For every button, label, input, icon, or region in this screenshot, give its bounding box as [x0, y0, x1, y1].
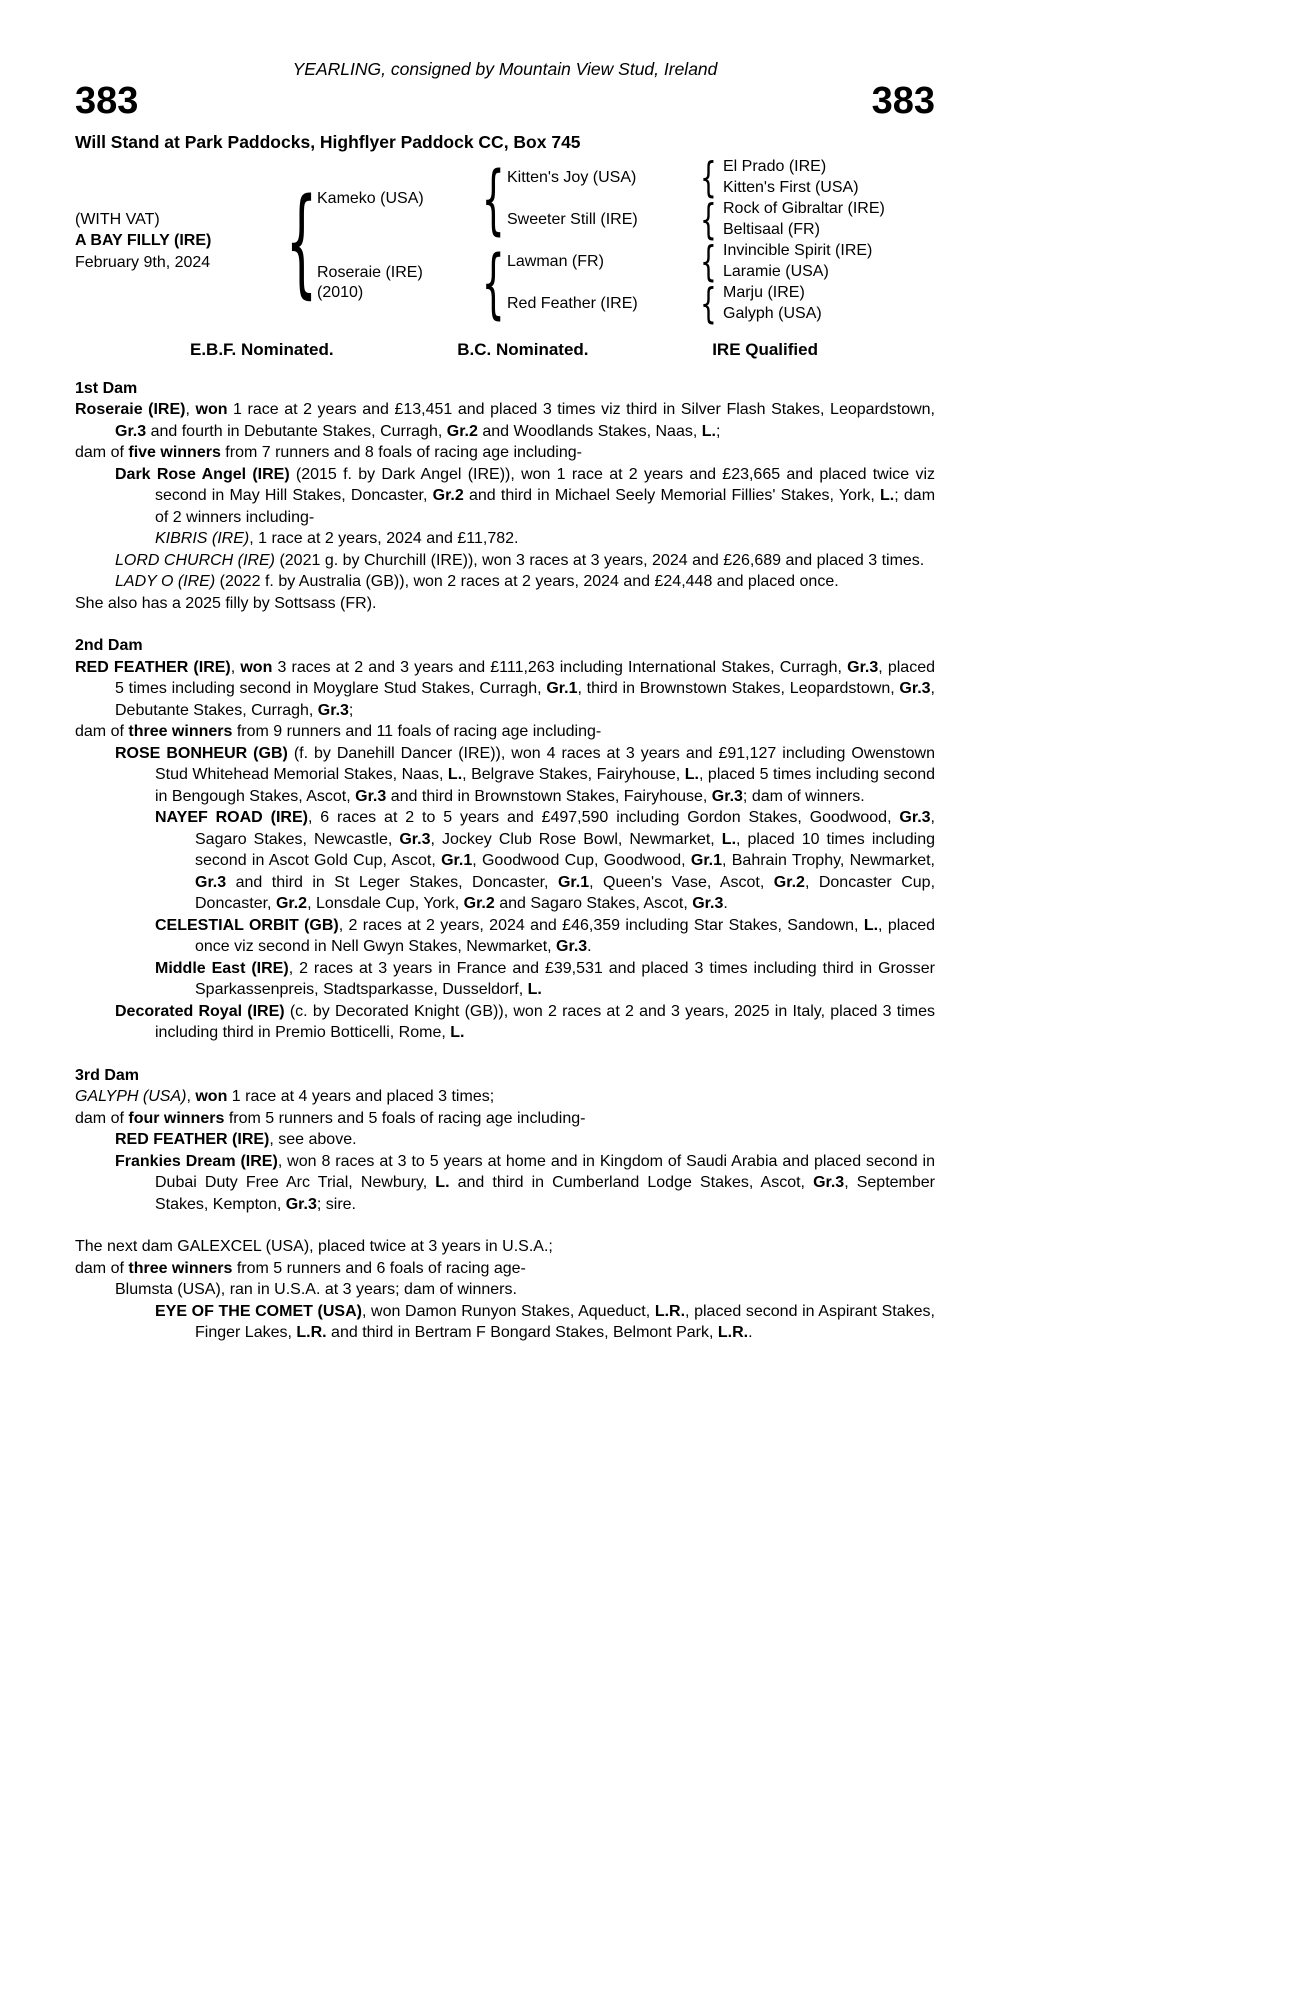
text-run: Gr.1 [557, 873, 590, 891]
text-run: Frankies Dream (IRE) [115, 1152, 278, 1170]
text-run: , third in Brownstown Stakes, Leopardstown, [577, 680, 900, 698]
text-run: , Belgrave Stakes, Fairyhouse, [462, 766, 685, 784]
catalogue-paragraph [75, 1086, 935, 1108]
text-run: She also has a 2025 filly by Sottsass (FR). [75, 594, 377, 612]
text-run: L. [684, 766, 699, 784]
horse-description: A BAY FILLY (IRE) [75, 232, 212, 250]
text-run: from 5 runners and 6 foals of racing age- [232, 1259, 526, 1277]
section-heading: 2nd Dam [75, 637, 143, 655]
text-run: Decorated Royal (IRE) [115, 1002, 285, 1020]
text-run: , Jockey Club Rose Bowl, Newmarket, [430, 830, 722, 848]
text-run: , [185, 401, 196, 419]
text-run: three winners [128, 1259, 233, 1277]
pedigree-section [75, 1236, 935, 1344]
text-run: , placed 10 times including second in Ascot Gold Cup, Ascot, [195, 830, 935, 870]
text-run: Gr.3 [692, 895, 724, 913]
text-run: (2021 g. by Churchill (IRE)), won 3 races at 3 years, 2024 and £26,689 and placed 3 times. [275, 551, 925, 569]
text-run: LADY O (IRE) [115, 573, 216, 591]
text-run: Gr.3 [899, 680, 931, 698]
text-run: and third in Cumberland Lodge Stakes, Ascot, [449, 1174, 814, 1192]
text-run: L. [701, 422, 716, 440]
text-run: . [587, 938, 592, 956]
catalogue-paragraph [75, 571, 935, 593]
text-run: , September Stakes, Kempton, [155, 1174, 935, 1213]
text-run: from 9 runners and 11 foals of racing age including- [232, 723, 602, 741]
brace-sire-grandsire-icon: { [699, 152, 717, 202]
catalogue-paragraph [75, 1301, 935, 1344]
text-run: 1 race at 2 years and £13,451 and placed 3 times viz third in Silver Flash Stakes, Leopardstown, [227, 401, 936, 419]
text-run: , Queen's Vase, Ascot, [589, 873, 774, 891]
text-run: Middle East (IRE) [155, 959, 289, 977]
text-run: L. [527, 981, 542, 999]
text-run: Dark Rose Angel (IRE) [115, 465, 290, 483]
text-run: Gr.3 [317, 701, 349, 719]
text-run: Gr.3 [847, 658, 879, 676]
text-run: . [723, 895, 728, 913]
dam-granddam-name: Red Feather (IRE) [507, 294, 638, 312]
text-run: , 2 races at 2 years, 2024 and £46,359 including Star Stakes, Sandown, [338, 916, 864, 934]
text-run: ; sire. [316, 1195, 356, 1213]
text-run: ; [715, 422, 721, 440]
great-grandparent-name: Laramie (USA) [723, 263, 829, 281]
great-grandparent-name: Galyph (USA) [723, 305, 822, 323]
text-run: ; dam of 2 winners including- [155, 487, 936, 526]
catalogue-page [0, 0, 940, 1344]
text-run: L.R. [717, 1324, 749, 1342]
dam-sections [75, 378, 935, 1344]
brace-sire-granddam-icon: { [699, 194, 717, 244]
text-run: , [230, 658, 241, 676]
text-run: Gr.1 [441, 852, 473, 870]
catalogue-paragraph [75, 807, 935, 915]
dam-name-block [317, 263, 479, 303]
text-run: Gr.2 [773, 873, 805, 891]
text-run: five winners [128, 444, 221, 462]
ire-qualified-label: IRE Qualified [712, 339, 818, 359]
text-run: and Woodlands Stakes, Naas, [477, 422, 702, 440]
catalogue-paragraph [75, 442, 935, 464]
great-grandparent-name: Rock of Gibraltar (IRE) [723, 200, 885, 218]
text-run: (f. by Danehill Dancer (IRE)), won 4 races at 3 years and £91,127 including Owenstown Stud Whitehead Memorial Stakes, Naas, [155, 744, 936, 784]
text-run: , placed 5 times including second in Bengough Stakes, Ascot, [155, 766, 936, 805]
pedigree-section [75, 1065, 935, 1216]
text-run: Gr.3 [285, 1195, 317, 1213]
text-run: (2015 f. by Dark Angel (IRE)), won 1 race at 2 years and £23,665 and placed twice viz second in May Hill Stakes, Doncaster, [155, 465, 936, 505]
foal-date: February 9th, 2024 [75, 253, 211, 271]
text-run: Gr.2 [432, 487, 464, 505]
text-run: EYE OF THE COMET (USA) [155, 1302, 362, 1320]
text-run: L. [880, 487, 895, 505]
catalogue-paragraph [75, 1279, 935, 1301]
text-run: and third in Michael Seely Memorial Fillies' Stakes, York, [463, 487, 881, 505]
great-grandparent-name: Kitten's First (USA) [723, 179, 859, 197]
catalogue-paragraph [75, 1108, 935, 1130]
great-grandparent-name: Beltisaal (FR) [723, 221, 820, 239]
text-run: Gr.3 [813, 1174, 845, 1192]
text-run: and Sagaro Stakes, Ascot, [494, 895, 693, 913]
text-run: , 2 races at 3 years in France and £39,531 and placed 3 times including third in Grosser Sparkassenpreis, Stadtsparkasse, Dusseldorf, [195, 959, 935, 999]
great-grandparent-name: El Prado (IRE) [723, 158, 827, 176]
text-run: L. [721, 830, 737, 848]
text-run: and third in St Leger Stakes, Doncaster, [226, 873, 558, 891]
text-run: Gr.1 [546, 680, 578, 698]
text-run: L.R. [654, 1302, 686, 1320]
text-run: Roseraie (IRE) [75, 401, 186, 419]
text-run: ; dam of winners. [742, 787, 865, 805]
catalogue-paragraph [75, 1236, 935, 1258]
text-run: , Debutante Stakes, Curragh, [115, 680, 935, 719]
text-run: . [748, 1324, 753, 1342]
text-run: (2022 f. by Australia (GB)), won 2 races at 2 years, 2024 and £24,448 and placed once. [215, 573, 839, 591]
text-run: , Bahrain Trophy, Newmarket, [722, 852, 936, 870]
text-run: , [186, 1088, 196, 1106]
catalogue-paragraph [75, 1151, 935, 1216]
catalogue-paragraph [75, 464, 935, 529]
text-run: , placed second in Aspirant Stakes, Finger Lakes, [195, 1302, 935, 1342]
section-heading: 1st Dam [75, 379, 138, 397]
catalogue-paragraph [75, 1001, 935, 1044]
pedigree-table [75, 152, 935, 328]
text-run: Gr.3 [195, 873, 227, 891]
text-run: , 1 race at 2 years, 2024 and £11,782. [249, 530, 519, 548]
text-run: ; [348, 701, 354, 719]
text-run: won [240, 658, 273, 676]
text-run: RED FEATHER (IRE) [115, 1131, 270, 1149]
stand-location-line: Will Stand at Park Paddocks, Highflyer Paddock CC, Box 745 [75, 131, 581, 152]
catalogue-paragraph [75, 721, 935, 743]
text-run: L. [863, 916, 879, 934]
catalogue-paragraph [75, 958, 935, 1001]
text-run: CELESTIAL ORBIT (GB) [155, 916, 339, 934]
catalogue-paragraph [75, 657, 935, 722]
catalogue-paragraph [75, 399, 935, 442]
brace-dam-grandsire-icon: { [699, 236, 717, 286]
text-run: L. [450, 1024, 465, 1042]
text-run: GALYPH (USA) [75, 1088, 187, 1106]
pedigree-section [75, 635, 935, 1044]
text-run: ROSE BONHEUR (GB) [115, 744, 288, 762]
text-run: dam of [75, 723, 129, 741]
text-run: , placed 5 times including second in Moyglare Stud Stakes, Curragh, [115, 658, 935, 698]
great-grandparent-name: Marju (IRE) [723, 284, 805, 302]
lot-details [75, 209, 287, 274]
text-run: , Lonsdale Cup, York, [307, 895, 464, 913]
text-run: (c. by Decorated Knight (GB)), won 2 races at 2 and 3 years, 2025 in Italy, placed 3 times including third in Premio Botticelli, Rome, [155, 1002, 935, 1042]
text-run: and third in Brownstown Stakes, Fairyhouse, [386, 787, 712, 805]
catalogue-paragraph [75, 743, 935, 808]
catalogue-paragraph [75, 915, 935, 958]
text-run: L. [435, 1174, 450, 1192]
catalogue-paragraph [75, 550, 935, 572]
text-run: , see above. [269, 1131, 357, 1149]
text-run: dam of [75, 444, 129, 462]
pedigree-section [75, 378, 935, 615]
text-run: Gr.2 [463, 895, 495, 913]
text-run: and fourth in Debutante Stakes, Curragh, [146, 422, 447, 440]
text-run: Gr.3 [115, 422, 147, 440]
consignor-line: YEARLING, consigned by Mountain View Stud, Ireland [292, 59, 718, 79]
text-run: The next dam GALEXCEL (USA), placed twice at 3 years in U.S.A.; [75, 1238, 553, 1256]
text-run: Gr.2 [275, 895, 308, 913]
catalogue-paragraph [75, 593, 935, 615]
text-run: LORD CHURCH (IRE) [115, 551, 275, 569]
sire-name: Kameko (USA) [317, 189, 424, 207]
lot-number-left: 383 [75, 80, 139, 122]
text-run: and third in Bertram F Bongard Stakes, Belmont Park, [326, 1324, 718, 1342]
text-run: Gr.2 [446, 422, 478, 440]
text-run: Gr.3 [399, 830, 431, 848]
ebf-nominated-label: E.B.F. Nominated. [190, 339, 334, 359]
sire-granddam-name: Sweeter Still (IRE) [507, 210, 638, 228]
text-run: 3 races at 2 and 3 years and £111,263 including International Stakes, Curragh, [272, 658, 848, 676]
text-run: , 6 races at 2 to 5 years and £497,590 including Gordon Stakes, Goodwood, [307, 809, 900, 827]
text-run: , Sagaro Stakes, Newcastle, [195, 809, 935, 848]
great-grandparent-name: Invincible Spirit (IRE) [723, 242, 873, 260]
text-run: three winners [128, 723, 233, 741]
lot-number-right: 383 [871, 80, 935, 122]
text-run: Gr.3 [556, 938, 588, 956]
text-run: L.R. [296, 1324, 327, 1342]
text-run: NAYEF ROAD (IRE) [155, 809, 308, 827]
text-run: Gr.3 [711, 787, 743, 805]
text-run: from 7 runners and 8 foals of racing age including- [220, 444, 582, 462]
text-run: four winners [128, 1109, 225, 1127]
text-run: won [195, 401, 228, 419]
catalogue-paragraph [75, 528, 935, 550]
vat-note: (WITH VAT) [75, 210, 160, 228]
brace-dam-icon: { [481, 237, 505, 327]
brace-sire-icon: { [481, 153, 505, 243]
sire-grandsire-name: Kitten's Joy (USA) [507, 168, 637, 186]
section-heading: 3rd Dam [75, 1066, 140, 1084]
text-run: dam of [75, 1259, 129, 1277]
catalogue-paragraph [75, 1258, 935, 1280]
text-run: 1 race at 4 years and placed 3 times; [227, 1088, 495, 1106]
text-run: from 5 runners and 5 foals of racing age including- [224, 1109, 586, 1127]
text-run: , placed once viz second in Nell Gwyn Stakes, Newmarket, [195, 916, 935, 956]
catalogue-content [75, 58, 935, 1344]
text-run: Gr.3 [899, 809, 931, 827]
text-run: Blumsta (USA), ran in U.S.A. at 3 years; dam of winners. [115, 1281, 517, 1299]
text-run: dam of [75, 1109, 129, 1127]
text-run: Gr.3 [355, 787, 387, 805]
lot-number-row [75, 82, 935, 122]
text-run: RED FEATHER (IRE) [75, 658, 231, 676]
dam-name: Roseraie (IRE) [317, 263, 423, 281]
text-run: KIBRIS (IRE) [155, 530, 250, 548]
catalogue-paragraph [75, 1129, 935, 1151]
text-run: won [195, 1088, 228, 1106]
text-run: Gr.1 [690, 852, 723, 870]
text-run: L. [447, 766, 463, 784]
brace-dam-granddam-icon: { [699, 278, 717, 328]
dam-year: (2010) [317, 283, 364, 301]
text-run: , won 8 races at 3 to 5 years at home and in Kingdom of Saudi Arabia and placed second in Dubai Duty Free Arc Trial, Newbury, [155, 1152, 935, 1192]
nominations-row [190, 339, 818, 361]
text-run: , Doncaster Cup, Doncaster, [195, 873, 936, 913]
text-run: , Goodwood Cup, Goodwood, [472, 852, 691, 870]
dam-grandsire-name: Lawman (FR) [507, 252, 604, 270]
brace-root-icon: { [286, 171, 318, 310]
text-run: , won Damon Runyon Stakes, Aqueduct, [361, 1302, 655, 1320]
bc-nominated-label: B.C. Nominated. [457, 339, 589, 359]
